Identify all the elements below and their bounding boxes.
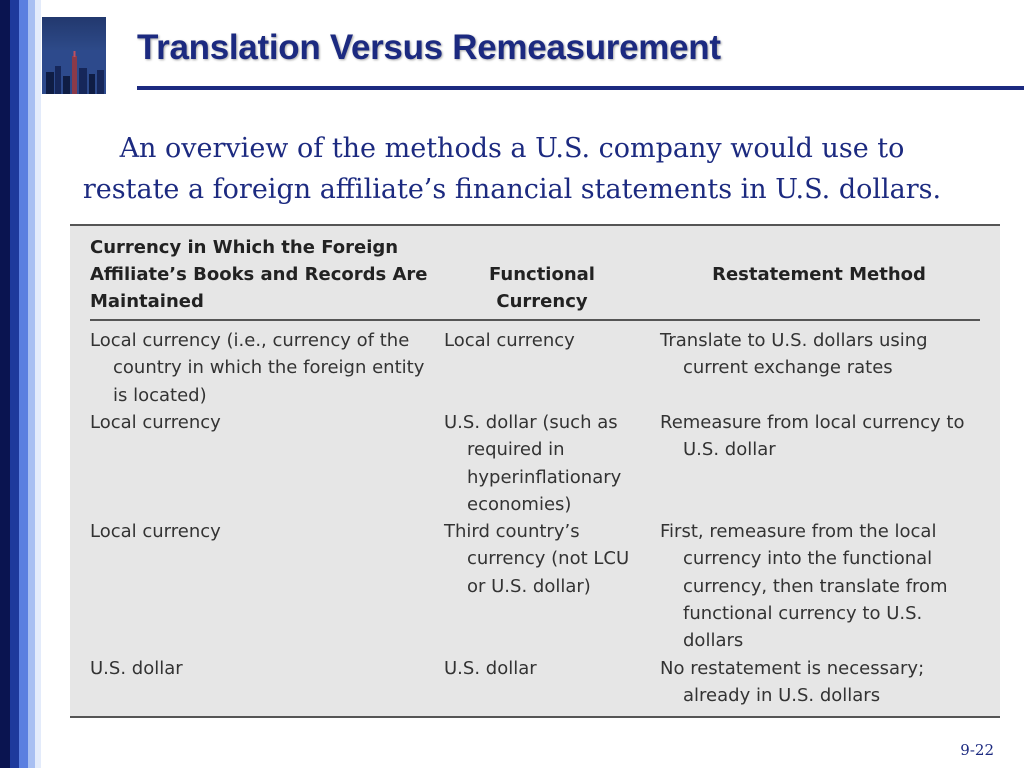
table-cell — [444, 655, 654, 682]
header-divider — [90, 319, 980, 321]
table-cell — [90, 327, 440, 409]
subtitle-line: restate a foreign affiliate’s financial statements in U.S. dollars. — [82, 174, 942, 205]
table-cell — [444, 518, 644, 600]
left-stripe-dark — [0, 0, 10, 768]
table-cell — [444, 327, 654, 354]
cell-text: Local currency — [90, 521, 221, 542]
left-stripe-mid — [19, 0, 28, 768]
left-stripe-blue — [10, 0, 19, 768]
subtitle-line: An overview of the methods a U.S. company would use to — [119, 133, 905, 164]
cell-text: U.S. dollar — [444, 658, 537, 679]
cell-text: U.S. dollar — [90, 658, 183, 679]
cell-text: No restatement is necessary; already in U.S. dollars — [660, 658, 925, 707]
cell-text: Translate to U.S. dollars using current exchange rates — [660, 330, 928, 379]
column-header-books-currency: Currency in Which the Foreign Affiliate’s Books and Records Are Maintained — [90, 237, 428, 312]
restatement-methods-table — [70, 224, 1000, 718]
cell-text: Local currency (i.e., currency of the country in which the foreign entity is located) — [90, 330, 425, 406]
column-header-restatement-method: Restatement Method — [712, 264, 926, 285]
table-cell — [90, 655, 440, 682]
column-header-functional-currency: Functional Currency — [489, 264, 595, 312]
table-cell — [660, 409, 990, 464]
table-cell — [90, 409, 440, 436]
slide-subtitle — [0, 128, 1024, 210]
cell-text: Third country’s currency (not LCU or U.S. dollar) — [444, 521, 630, 597]
cell-text: First, remeasure from the local currency into the functional currency, then translate from functional currency to U.S. dollars — [660, 521, 948, 652]
table-cell — [660, 518, 970, 654]
table-cell — [90, 518, 440, 545]
slide-title: Translation Versus Remeasurement — [137, 28, 721, 67]
city-skyline-illustration — [42, 50, 106, 94]
cell-text: U.S. dollar (such as required in hyperinflationary economies) — [444, 412, 622, 515]
cell-text: Local currency — [90, 412, 221, 433]
book-cover-image — [42, 17, 106, 94]
table-cell — [660, 327, 990, 382]
left-stripe-light — [28, 0, 35, 768]
table-cell — [444, 409, 644, 518]
page-number: 9-22 — [960, 741, 994, 759]
title-underline — [137, 86, 1024, 90]
left-stripe-pale — [35, 0, 41, 768]
cell-text: Local currency — [444, 330, 575, 351]
cell-text: Remeasure from local currency to U.S. dollar — [660, 412, 965, 461]
table-cell — [660, 655, 990, 710]
